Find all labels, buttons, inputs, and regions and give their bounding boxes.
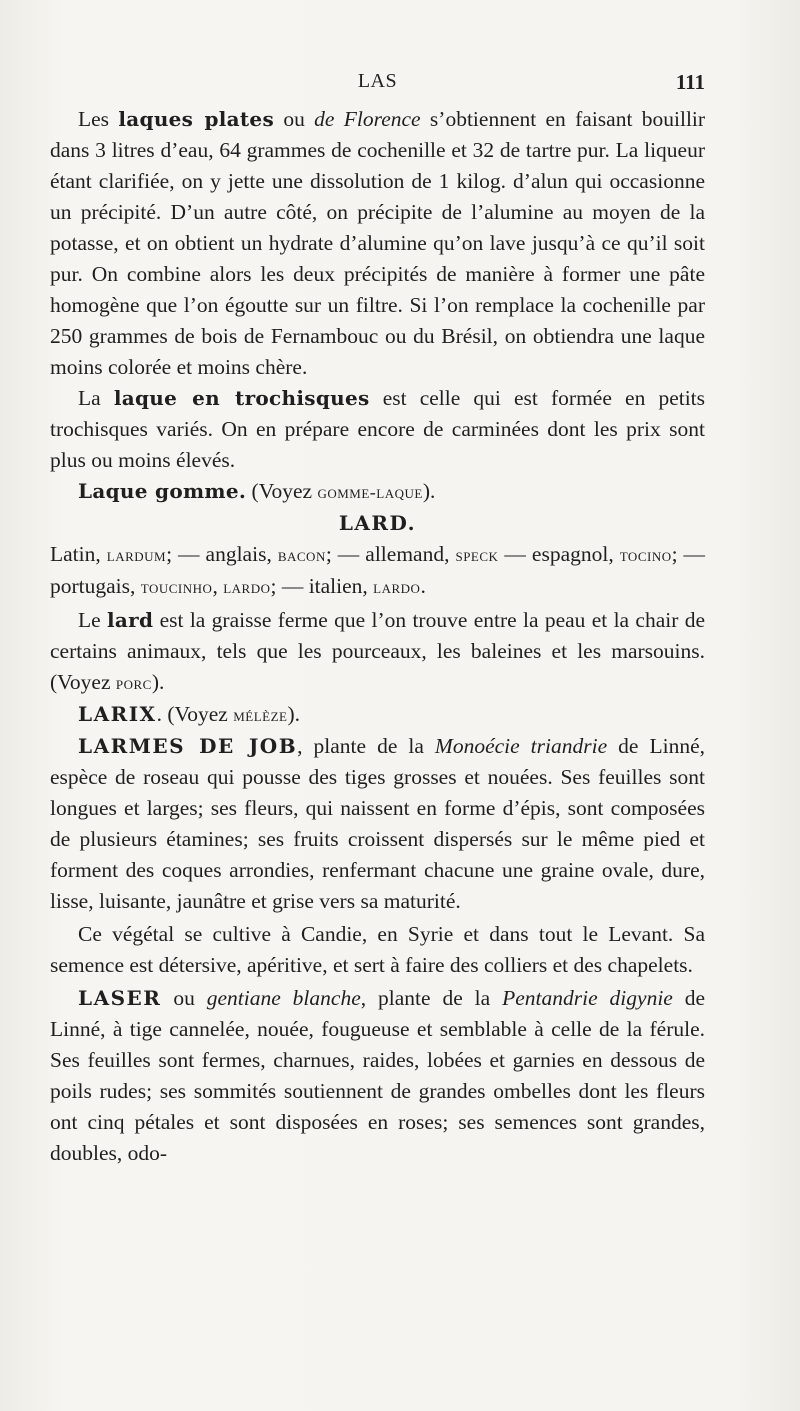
entry-lard: Le lard est la graisse ferme que l’on trouve entre la peau et la chair de certains animaux, tels que les pourceaux, les baleines et les marsouins. (Voyez porc). [50, 608, 706, 694]
paragraph-larmes-de-job-use: Ce végétal se cultive à Candie, en Syrie et dans tout le Levant. Sa semence est détersive, apéritive, et sert à faire des colliers et des chapelets. [50, 922, 705, 977]
entry-laque-trochisques: La laque en trochisques est celle qui est formée en petits trochisques variés. On en prépare encore de carminées dont les prix sont plus ou moins élevés. [50, 386, 706, 472]
running-head [50, 70, 705, 100]
entry-larix: LARIX. (Voyez mélèze). [78, 702, 301, 726]
running-head-word: LAS [357, 70, 398, 92]
headword-larix: LARIX [78, 702, 157, 726]
headword-larmes-de-job: LARMES DE JOB [78, 734, 298, 758]
headword-laser: LASER [78, 986, 162, 1010]
cross-reference: porc [115, 673, 152, 693]
headword-lard: lard [107, 608, 154, 632]
body-text [50, 104, 705, 1169]
cross-reference: gomme-laque [317, 482, 423, 502]
headword-laques-plates: laques plates [118, 107, 275, 131]
entry-laser: LASER ou gentiane blanche, plante de la Pentandrie digynie de Linné, à tige cannelée, nouée, fougueuse et semblable à celle de la férule. Ses feuilles sont fermes, charnues, raides, lobées et garnies en dessous de poils rudes; ses sommités soutiennent de grandes ombelles dont les fleurs ont cinq pétales et sont disposées en roses; ses semences sont grandes, doubles, odo- [50, 986, 706, 1165]
section-heading-lard: LARD. [338, 511, 417, 535]
headword-laque-trochisques: laque en trochisques [113, 386, 370, 410]
entry-laque-gomme: Laque gomme. (Voyez gomme-laque). [78, 479, 436, 503]
page-number: 111 [675, 70, 705, 94]
entry-larmes-de-job: LARMES DE JOB, plante de la Monoécie triandrie de Linné, espèce de roseau qui pousse des tiges grosses et nouées. Ses feuilles sont longues et larges; ses fleurs, qui naissent en forme d’épis, sont composées de plusieurs étamines; ses fruits croissent dispersés sur le même pied et forment des coques arrondies, renfermant chacune une graine ovale, dure, lisse, luisante, jaunâtre et grise vers sa maturité. [50, 734, 705, 913]
lard-translations: Latin, lardum; — anglais, bacon; — allemand, speck — espagnol, tocino; — portugais, toucinho, lardo; — italien, lardo. [50, 542, 706, 598]
cross-reference: mélèze [233, 705, 288, 725]
entry-laques-plates: Les laques plates ou de Florence s’obtiennent en faisant bouillir dans 3 litres d’eau, 64 grammes de cochenille et 32 de tartre pur. La liqueur étant clarifiée, on y jette une dissolution de 1 kilog. d’alun qui occasionne un précipité. D’un autre côté, on précipite de l’alumine au moyen de la potasse, et on obtient un hydrate d’alumine qu’on lave jusqu’à ce qu’il soit pur. On combine alors les deux précipités de manière à former une pâte homogène que l’on égoutte sur un filtre. Si l’on remplace la cochenille par 250 grammes de bois de Fernambouc ou du Brésil, on obtiendra une laque moins colorée et moins chère. [50, 107, 706, 379]
headword-laque-gomme: Laque gomme. [78, 479, 247, 503]
